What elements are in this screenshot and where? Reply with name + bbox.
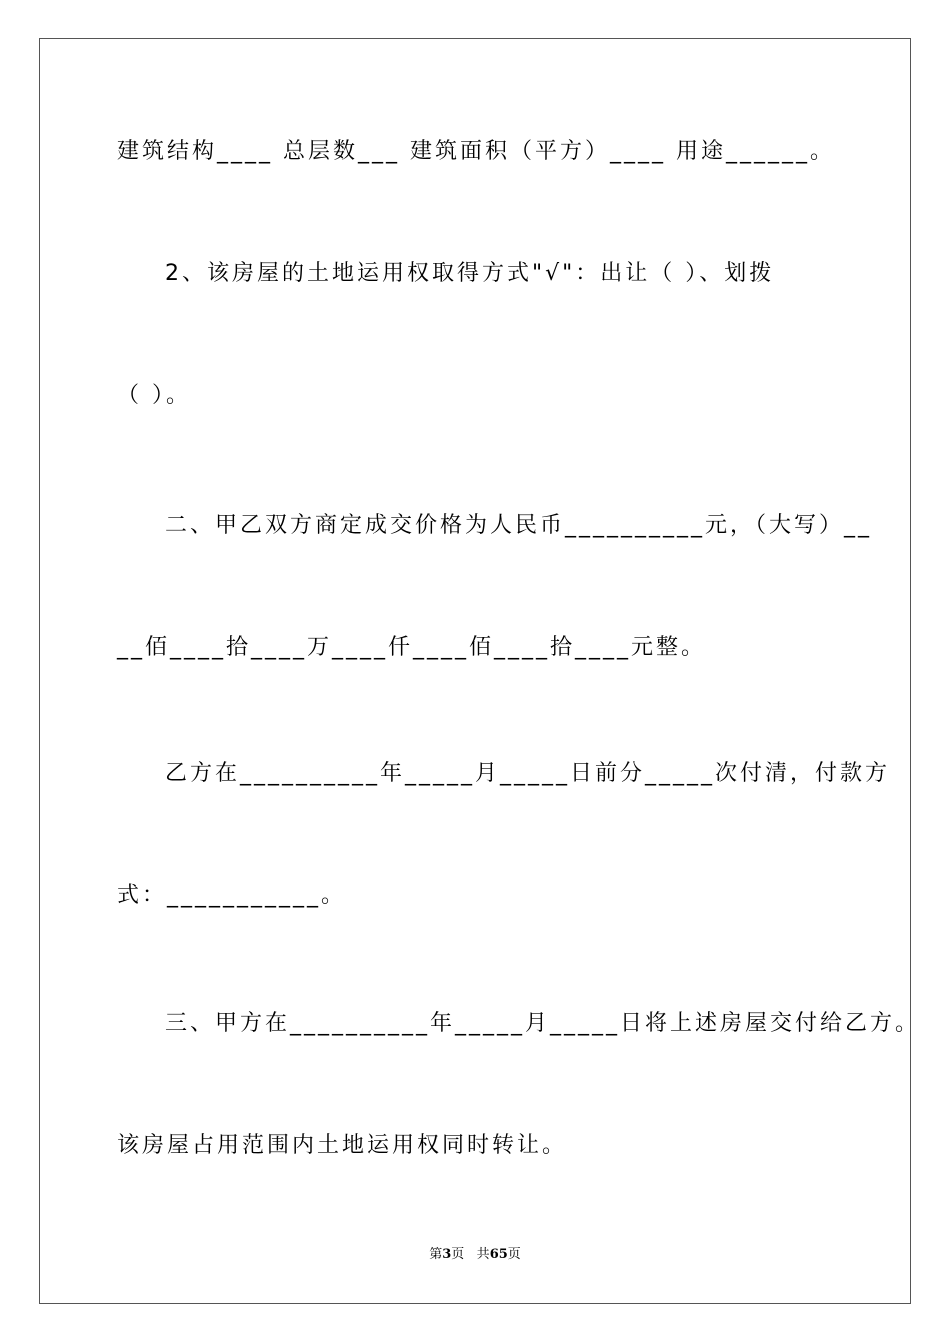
total-prefix: 共 <box>476 1247 490 1262</box>
land-use-line-2: （ ）。 <box>117 383 191 408</box>
payment-line-2: 式：___________。 <box>117 883 347 908</box>
price-line-1: 二、甲乙双方商定成交价格为人民币__________元，（大写）__ <box>165 513 873 538</box>
total-pages-number: 65 <box>489 1247 508 1262</box>
page-footer <box>0 1246 950 1264</box>
delivery-line-2: 该房屋占用范围内土地运用权同时转让。 <box>117 1133 568 1158</box>
current-page-number: 3 <box>442 1247 452 1262</box>
page-prefix: 第 <box>429 1247 443 1262</box>
total-suffix: 页 <box>507 1247 521 1262</box>
land-use-line-1: 2、该房屋的土地运用权取得方式"√"：出让（ ）、划拨 <box>165 261 775 286</box>
page-border <box>39 38 911 1304</box>
page-suffix: 页 <box>451 1247 465 1262</box>
building-info-line: 建筑结构____ 总层数___ 建筑面积（平方）____ 用途______。 <box>117 139 835 164</box>
delivery-line-1: 三、甲方在__________年_____月_____日将上述房屋交付给乙方。 <box>165 1011 921 1036</box>
payment-line-1: 乙方在__________年_____月_____日前分_____次付清，付款方 <box>165 761 891 786</box>
price-line-2: __佰____拾____万____仟____佰____拾____元整。 <box>117 635 707 660</box>
